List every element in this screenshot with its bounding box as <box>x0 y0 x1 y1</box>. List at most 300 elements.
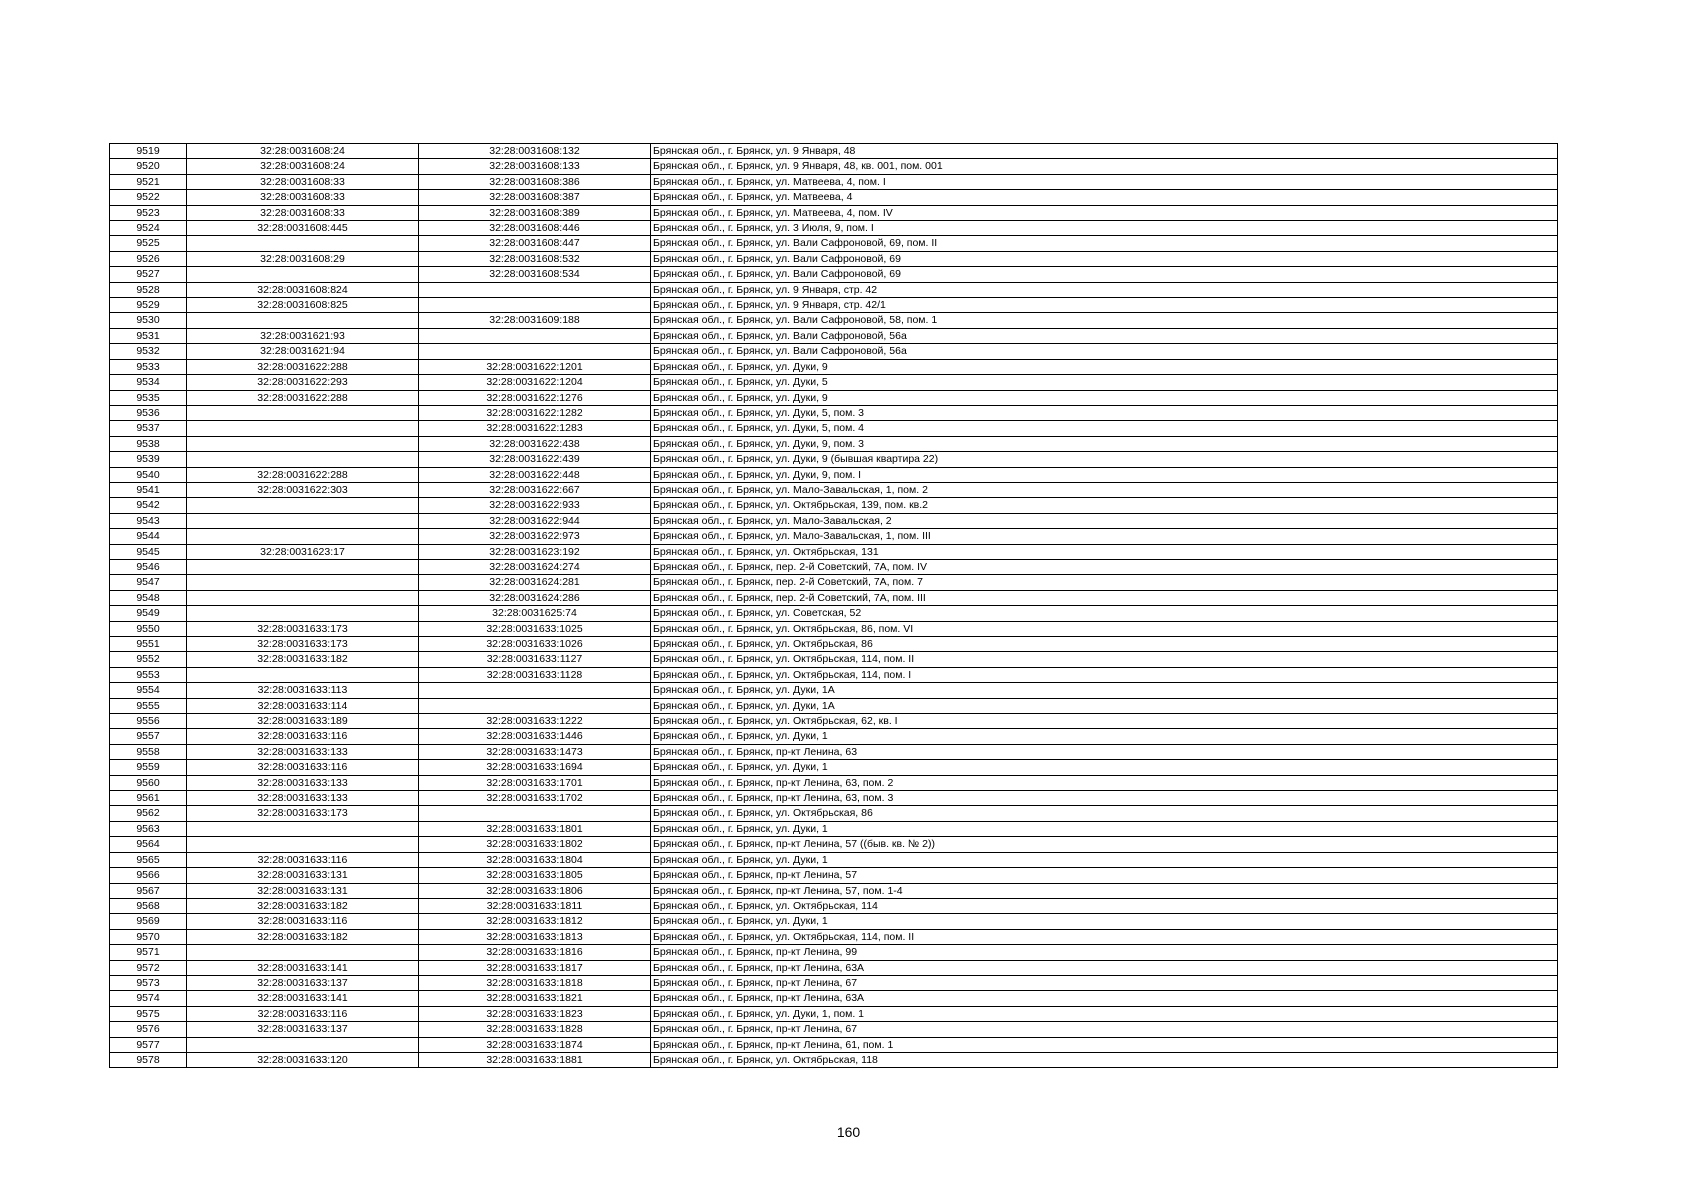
address-cell: Брянская обл., г. Брянск, ул. Дуки, 1 <box>651 914 1558 929</box>
row-number-cell: 9522 <box>110 190 187 205</box>
parent-cadastral-cell: 32:28:0031633:137 <box>187 1022 419 1037</box>
row-number-cell: 9560 <box>110 775 187 790</box>
parent-cadastral-cell: 32:28:0031633:131 <box>187 868 419 883</box>
row-number-cell: 9576 <box>110 1022 187 1037</box>
table-row <box>110 714 1558 729</box>
row-number-cell: 9578 <box>110 1052 187 1067</box>
row-number-cell: 9546 <box>110 559 187 574</box>
address-cell: Брянская обл., г. Брянск, пр-кт Ленина, 61, пом. 1 <box>651 1037 1558 1052</box>
table-row <box>110 1006 1558 1021</box>
table-row <box>110 313 1558 328</box>
address-cell: Брянская обл., г. Брянск, пр-кт Ленина, 67 <box>651 975 1558 990</box>
cadastral-number-cell: 32:28:0031633:1821 <box>419 991 651 1006</box>
parent-cadastral-cell: 32:28:0031633:182 <box>187 929 419 944</box>
parent-cadastral-cell: 32:28:0031633:182 <box>187 652 419 667</box>
table-row <box>110 513 1558 528</box>
table-row <box>110 236 1558 251</box>
parent-cadastral-cell: 32:28:0031633:189 <box>187 714 419 729</box>
cadastral-number-cell <box>419 683 651 698</box>
parent-cadastral-cell: 32:28:0031621:93 <box>187 328 419 343</box>
row-number-cell: 9552 <box>110 652 187 667</box>
address-cell: Брянская обл., г. Брянск, ул. 3 Июля, 9, пом. I <box>651 221 1558 236</box>
row-number-cell: 9545 <box>110 544 187 559</box>
row-number-cell: 9550 <box>110 621 187 636</box>
address-cell: Брянская обл., г. Брянск, ул. Матвеева, 4 <box>651 190 1558 205</box>
address-cell: Брянская обл., г. Брянск, ул. Дуки, 1 <box>651 760 1558 775</box>
row-number-cell: 9559 <box>110 760 187 775</box>
address-cell: Брянская обл., г. Брянск, ул. Вали Сафроновой, 69, пом. II <box>651 236 1558 251</box>
parent-cadastral-cell: 32:28:0031633:133 <box>187 744 419 759</box>
address-cell: Брянская обл., г. Брянск, пр-кт Ленина, 63А <box>651 991 1558 1006</box>
parent-cadastral-cell <box>187 267 419 282</box>
parent-cadastral-cell <box>187 1037 419 1052</box>
row-number-cell: 9519 <box>110 144 187 159</box>
row-number-cell: 9526 <box>110 251 187 266</box>
address-cell: Брянская обл., г. Брянск, ул. Вали Сафроновой, 58, пом. 1 <box>651 313 1558 328</box>
parent-cadastral-cell: 32:28:0031622:288 <box>187 390 419 405</box>
parent-cadastral-cell: 32:28:0031608:33 <box>187 174 419 189</box>
cadastral-number-cell: 32:28:0031633:1823 <box>419 1006 651 1021</box>
parent-cadastral-cell: 32:28:0031608:445 <box>187 221 419 236</box>
address-cell: Брянская обл., г. Брянск, ул. Октябрьская, 86 <box>651 637 1558 652</box>
parent-cadastral-cell: 32:28:0031608:29 <box>187 251 419 266</box>
row-number-cell: 9525 <box>110 236 187 251</box>
row-number-cell: 9540 <box>110 467 187 482</box>
cadastral-number-cell: 32:28:0031633:1813 <box>419 929 651 944</box>
table-row <box>110 267 1558 282</box>
cadastral-number-cell: 32:28:0031633:1817 <box>419 960 651 975</box>
parent-cadastral-cell <box>187 236 419 251</box>
address-cell: Брянская обл., г. Брянск, ул. 9 Января, 48 <box>651 144 1558 159</box>
parent-cadastral-cell: 32:28:0031633:116 <box>187 760 419 775</box>
table-row <box>110 221 1558 236</box>
row-number-cell: 9551 <box>110 637 187 652</box>
parent-cadastral-cell <box>187 452 419 467</box>
cadastral-table <box>109 143 1558 1068</box>
table-row <box>110 883 1558 898</box>
cadastral-number-cell: 32:28:0031622:438 <box>419 436 651 451</box>
table-row <box>110 1052 1558 1067</box>
address-cell: Брянская обл., г. Брянск, пр-кт Ленина, 63, пом. 3 <box>651 791 1558 806</box>
cadastral-number-cell: 32:28:0031633:1806 <box>419 883 651 898</box>
cadastral-number-cell: 32:28:0031622:1204 <box>419 375 651 390</box>
address-cell: Брянская обл., г. Брянск, ул. Октябрьская, 86 <box>651 806 1558 821</box>
parent-cadastral-cell: 32:28:0031633:116 <box>187 852 419 867</box>
row-number-cell: 9566 <box>110 868 187 883</box>
cadastral-number-cell: 32:28:0031633:1026 <box>419 637 651 652</box>
address-cell: Брянская обл., г. Брянск, ул. Дуки, 1А <box>651 698 1558 713</box>
table-row <box>110 498 1558 513</box>
row-number-cell: 9564 <box>110 837 187 852</box>
table-row <box>110 375 1558 390</box>
address-cell: Брянская обл., г. Брянск, ул. Октябрьская, 86, пом. VI <box>651 621 1558 636</box>
parent-cadastral-cell: 32:28:0031608:824 <box>187 282 419 297</box>
table-row <box>110 359 1558 374</box>
cadastral-number-cell: 32:28:0031608:133 <box>419 159 651 174</box>
parent-cadastral-cell: 32:28:0031633:137 <box>187 975 419 990</box>
table-row <box>110 544 1558 559</box>
cadastral-number-cell <box>419 282 651 297</box>
cadastral-number-cell: 32:28:0031608:386 <box>419 174 651 189</box>
table-row <box>110 529 1558 544</box>
address-cell: Брянская обл., г. Брянск, ул. Дуки, 1 <box>651 852 1558 867</box>
address-cell: Брянская обл., г. Брянск, пр-кт Ленина, 63А <box>651 960 1558 975</box>
address-cell: Брянская обл., г. Брянск, ул. Дуки, 9 <box>651 359 1558 374</box>
cadastral-number-cell: 32:28:0031608:534 <box>419 267 651 282</box>
address-cell: Брянская обл., г. Брянск, ул. Октябрьская, 114 <box>651 898 1558 913</box>
row-number-cell: 9533 <box>110 359 187 374</box>
address-cell: Брянская обл., г. Брянск, ул. Матвеева, 4, пом. IV <box>651 205 1558 220</box>
table-row <box>110 914 1558 929</box>
parent-cadastral-cell: 32:28:0031633:114 <box>187 698 419 713</box>
parent-cadastral-cell: 32:28:0031633:113 <box>187 683 419 698</box>
address-cell: Брянская обл., г. Брянск, ул. Дуки, 5 <box>651 375 1558 390</box>
address-cell: Брянская обл., г. Брянск, пер. 2-й Советский, 7А, пом. 7 <box>651 575 1558 590</box>
row-number-cell: 9569 <box>110 914 187 929</box>
address-cell: Брянская обл., г. Брянск, ул. Дуки, 9 (бывшая квартира 22) <box>651 452 1558 467</box>
address-cell: Брянская обл., г. Брянск, ул. 9 Января, стр. 42 <box>651 282 1558 297</box>
parent-cadastral-cell: 32:28:0031633:120 <box>187 1052 419 1067</box>
address-cell: Брянская обл., г. Брянск, ул. Дуки, 1А <box>651 683 1558 698</box>
table-row <box>110 452 1558 467</box>
table-row <box>110 190 1558 205</box>
address-cell: Брянская обл., г. Брянск, ул. Октябрьская, 114, пом. II <box>651 929 1558 944</box>
table-row <box>110 868 1558 883</box>
table-row <box>110 775 1558 790</box>
table-row <box>110 837 1558 852</box>
parent-cadastral-cell <box>187 436 419 451</box>
parent-cadastral-cell: 32:28:0031633:133 <box>187 791 419 806</box>
address-cell: Брянская обл., г. Брянск, ул. Октябрьская, 131 <box>651 544 1558 559</box>
row-number-cell: 9532 <box>110 344 187 359</box>
row-number-cell: 9534 <box>110 375 187 390</box>
cadastral-number-cell: 32:28:0031633:1802 <box>419 837 651 852</box>
table-row <box>110 482 1558 497</box>
cadastral-number-cell: 32:28:0031623:192 <box>419 544 651 559</box>
row-number-cell: 9524 <box>110 221 187 236</box>
cadastral-number-cell <box>419 328 651 343</box>
address-cell: Брянская обл., г. Брянск, пер. 2-й Советский, 7А, пом. III <box>651 590 1558 605</box>
address-cell: Брянская обл., г. Брянск, ул. Октябрьская, 139, пом. кв.2 <box>651 498 1558 513</box>
table-row <box>110 174 1558 189</box>
table-row <box>110 637 1558 652</box>
row-number-cell: 9558 <box>110 744 187 759</box>
row-number-cell: 9529 <box>110 298 187 313</box>
table-row <box>110 606 1558 621</box>
parent-cadastral-cell <box>187 606 419 621</box>
address-cell: Брянская обл., г. Брянск, ул. Октябрьская, 118 <box>651 1052 1558 1067</box>
table-row <box>110 282 1558 297</box>
parent-cadastral-cell <box>187 529 419 544</box>
table-row <box>110 421 1558 436</box>
row-number-cell: 9571 <box>110 945 187 960</box>
table-row <box>110 1037 1558 1052</box>
address-cell: Брянская обл., г. Брянск, ул. Мало-Завальская, 1, пом. 2 <box>651 482 1558 497</box>
cadastral-number-cell: 32:28:0031622:667 <box>419 482 651 497</box>
table-row <box>110 621 1558 636</box>
row-number-cell: 9531 <box>110 328 187 343</box>
cadastral-number-cell: 32:28:0031633:1818 <box>419 975 651 990</box>
address-cell: Брянская обл., г. Брянск, ул. Октябрьская, 62, кв. I <box>651 714 1558 729</box>
cadastral-number-cell: 32:28:0031633:1473 <box>419 744 651 759</box>
parent-cadastral-cell: 32:28:0031633:116 <box>187 729 419 744</box>
table-row <box>110 467 1558 482</box>
cadastral-number-cell: 32:28:0031633:1127 <box>419 652 651 667</box>
cadastral-number-cell: 32:28:0031622:1276 <box>419 390 651 405</box>
cadastral-number-cell <box>419 344 651 359</box>
cadastral-number-cell: 32:28:0031633:1702 <box>419 791 651 806</box>
address-cell: Брянская обл., г. Брянск, ул. Мало-Завальская, 2 <box>651 513 1558 528</box>
table-row <box>110 698 1558 713</box>
parent-cadastral-cell <box>187 498 419 513</box>
parent-cadastral-cell: 32:28:0031633:173 <box>187 637 419 652</box>
parent-cadastral-cell: 32:28:0031633:141 <box>187 991 419 1006</box>
row-number-cell: 9562 <box>110 806 187 821</box>
cadastral-number-cell: 32:28:0031633:1222 <box>419 714 651 729</box>
cadastral-number-cell: 32:28:0031625:74 <box>419 606 651 621</box>
address-cell: Брянская обл., г. Брянск, пр-кт Ленина, 63, пом. 2 <box>651 775 1558 790</box>
table-row <box>110 405 1558 420</box>
cadastral-number-cell <box>419 806 651 821</box>
cadastral-number-cell: 32:28:0031609:188 <box>419 313 651 328</box>
row-number-cell: 9544 <box>110 529 187 544</box>
table-row <box>110 436 1558 451</box>
cadastral-number-cell: 32:28:0031633:1025 <box>419 621 651 636</box>
table-row <box>110 559 1558 574</box>
address-cell: Брянская обл., г. Брянск, ул. Вали Сафроновой, 56а <box>651 344 1558 359</box>
cadastral-number-cell: 32:28:0031633:1811 <box>419 898 651 913</box>
table-row <box>110 945 1558 960</box>
table-row <box>110 760 1558 775</box>
parent-cadastral-cell: 32:28:0031622:303 <box>187 482 419 497</box>
address-cell: Брянская обл., г. Брянск, ул. Дуки, 1, пом. 1 <box>651 1006 1558 1021</box>
row-number-cell: 9547 <box>110 575 187 590</box>
cadastral-number-cell: 32:28:0031622:1201 <box>419 359 651 374</box>
parent-cadastral-cell: 32:28:0031633:116 <box>187 914 419 929</box>
parent-cadastral-cell: 32:28:0031633:131 <box>187 883 419 898</box>
row-number-cell: 9568 <box>110 898 187 913</box>
parent-cadastral-cell: 32:28:0031633:133 <box>187 775 419 790</box>
table-row <box>110 991 1558 1006</box>
table-row <box>110 144 1558 159</box>
table-row <box>110 590 1558 605</box>
cadastral-number-cell: 32:28:0031633:1812 <box>419 914 651 929</box>
row-number-cell: 9577 <box>110 1037 187 1052</box>
cadastral-number-cell: 32:28:0031624:274 <box>419 559 651 574</box>
parent-cadastral-cell <box>187 575 419 590</box>
row-number-cell: 9537 <box>110 421 187 436</box>
row-number-cell: 9541 <box>110 482 187 497</box>
row-number-cell: 9557 <box>110 729 187 744</box>
address-cell: Брянская обл., г. Брянск, ул. Мало-Завальская, 1, пом. III <box>651 529 1558 544</box>
row-number-cell: 9573 <box>110 975 187 990</box>
row-number-cell: 9521 <box>110 174 187 189</box>
table-row <box>110 729 1558 744</box>
row-number-cell: 9572 <box>110 960 187 975</box>
cadastral-number-cell: 32:28:0031624:281 <box>419 575 651 590</box>
parent-cadastral-cell: 32:28:0031633:116 <box>187 1006 419 1021</box>
cadastral-number-cell: 32:28:0031608:132 <box>419 144 651 159</box>
parent-cadastral-cell: 32:28:0031633:182 <box>187 898 419 913</box>
row-number-cell: 9543 <box>110 513 187 528</box>
row-number-cell: 9554 <box>110 683 187 698</box>
cadastral-number-cell: 32:28:0031622:439 <box>419 452 651 467</box>
row-number-cell: 9555 <box>110 698 187 713</box>
parent-cadastral-cell <box>187 837 419 852</box>
cadastral-number-cell: 32:28:0031608:447 <box>419 236 651 251</box>
cadastral-number-cell: 32:28:0031633:1694 <box>419 760 651 775</box>
row-number-cell: 9542 <box>110 498 187 513</box>
cadastral-number-cell <box>419 298 651 313</box>
table-row <box>110 1022 1558 1037</box>
address-cell: Брянская обл., г. Брянск, пр-кт Ленина, 57 ((быв. кв. № 2)) <box>651 837 1558 852</box>
address-cell: Брянская обл., г. Брянск, ул. Дуки, 9, пом. 3 <box>651 436 1558 451</box>
parent-cadastral-cell: 32:28:0031608:33 <box>187 205 419 220</box>
row-number-cell: 9553 <box>110 667 187 682</box>
address-cell: Брянская обл., г. Брянск, ул. Дуки, 1 <box>651 729 1558 744</box>
parent-cadastral-cell: 32:28:0031608:24 <box>187 159 419 174</box>
row-number-cell: 9570 <box>110 929 187 944</box>
table-row <box>110 251 1558 266</box>
parent-cadastral-cell: 32:28:0031608:825 <box>187 298 419 313</box>
cadastral-number-cell: 32:28:0031622:1282 <box>419 405 651 420</box>
row-number-cell: 9535 <box>110 390 187 405</box>
cadastral-number-cell: 32:28:0031633:1128 <box>419 667 651 682</box>
parent-cadastral-cell: 32:28:0031633:173 <box>187 806 419 821</box>
address-cell: Брянская обл., г. Брянск, ул. Вали Сафроновой, 69 <box>651 267 1558 282</box>
cadastral-number-cell: 32:28:0031622:973 <box>419 529 651 544</box>
parent-cadastral-cell <box>187 559 419 574</box>
address-cell: Брянская обл., г. Брянск, ул. Дуки, 5, пом. 3 <box>651 405 1558 420</box>
address-cell: Брянская обл., г. Брянск, ул. Октябрьская, 114, пом. I <box>651 667 1558 682</box>
parent-cadastral-cell <box>187 667 419 682</box>
row-number-cell: 9527 <box>110 267 187 282</box>
parent-cadastral-cell <box>187 405 419 420</box>
parent-cadastral-cell <box>187 945 419 960</box>
table-row <box>110 652 1558 667</box>
table-row <box>110 929 1558 944</box>
address-cell: Брянская обл., г. Брянск, пр-кт Ленина, 67 <box>651 1022 1558 1037</box>
cadastral-number-cell: 32:28:0031633:1816 <box>419 945 651 960</box>
table-row <box>110 806 1558 821</box>
row-number-cell: 9565 <box>110 852 187 867</box>
cadastral-number-cell: 32:28:0031608:446 <box>419 221 651 236</box>
address-cell: Брянская обл., г. Брянск, ул. Вали Сафроновой, 56а <box>651 328 1558 343</box>
parent-cadastral-cell <box>187 590 419 605</box>
cadastral-number-cell: 32:28:0031622:448 <box>419 467 651 482</box>
address-cell: Брянская обл., г. Брянск, пр-кт Ленина, 57 <box>651 868 1558 883</box>
address-cell: Брянская обл., г. Брянск, ул. Дуки, 9 <box>651 390 1558 405</box>
cadastral-number-cell: 32:28:0031633:1446 <box>419 729 651 744</box>
table-row <box>110 328 1558 343</box>
parent-cadastral-cell: 32:28:0031608:24 <box>187 144 419 159</box>
table-row <box>110 205 1558 220</box>
table-row <box>110 159 1558 174</box>
table-row <box>110 791 1558 806</box>
address-cell: Брянская обл., г. Брянск, ул. Вали Сафроновой, 69 <box>651 251 1558 266</box>
row-number-cell: 9536 <box>110 405 187 420</box>
table-row <box>110 744 1558 759</box>
cadastral-number-cell: 32:28:0031622:944 <box>419 513 651 528</box>
cadastral-number-cell <box>419 698 651 713</box>
address-cell: Брянская обл., г. Брянск, ул. 9 Января, стр. 42/1 <box>651 298 1558 313</box>
row-number-cell: 9523 <box>110 205 187 220</box>
row-number-cell: 9528 <box>110 282 187 297</box>
parent-cadastral-cell: 32:28:0031622:288 <box>187 467 419 482</box>
address-cell: Брянская обл., г. Брянск, ул. Дуки, 1 <box>651 821 1558 836</box>
row-number-cell: 9548 <box>110 590 187 605</box>
row-number-cell: 9561 <box>110 791 187 806</box>
row-number-cell: 9538 <box>110 436 187 451</box>
parent-cadastral-cell: 32:28:0031633:173 <box>187 621 419 636</box>
parent-cadastral-cell: 32:28:0031621:94 <box>187 344 419 359</box>
table-row <box>110 344 1558 359</box>
cadastral-number-cell: 32:28:0031633:1801 <box>419 821 651 836</box>
table-row <box>110 575 1558 590</box>
cadastral-number-cell: 32:28:0031633:1805 <box>419 868 651 883</box>
table-row <box>110 898 1558 913</box>
address-cell: Брянская обл., г. Брянск, ул. Советская, 52 <box>651 606 1558 621</box>
table-row <box>110 683 1558 698</box>
table-row <box>110 667 1558 682</box>
cadastral-number-cell: 32:28:0031633:1881 <box>419 1052 651 1067</box>
parent-cadastral-cell: 32:28:0031622:288 <box>187 359 419 374</box>
row-number-cell: 9549 <box>110 606 187 621</box>
cadastral-number-cell: 32:28:0031608:387 <box>419 190 651 205</box>
parent-cadastral-cell <box>187 421 419 436</box>
address-cell: Брянская обл., г. Брянск, пр-кт Ленина, 63 <box>651 744 1558 759</box>
page-number: 160 <box>836 1124 861 1140</box>
parent-cadastral-cell: 32:28:0031608:33 <box>187 190 419 205</box>
table-row <box>110 852 1558 867</box>
parent-cadastral-cell <box>187 821 419 836</box>
address-cell: Брянская обл., г. Брянск, ул. Дуки, 9, пом. I <box>651 467 1558 482</box>
address-cell: Брянская обл., г. Брянск, пр-кт Ленина, 57, пом. 1-4 <box>651 883 1558 898</box>
table-row <box>110 298 1558 313</box>
address-cell: Брянская обл., г. Брянск, ул. Матвеева, 4, пом. I <box>651 174 1558 189</box>
cadastral-number-cell: 32:28:0031622:1283 <box>419 421 651 436</box>
parent-cadastral-cell <box>187 313 419 328</box>
row-number-cell: 9539 <box>110 452 187 467</box>
row-number-cell: 9567 <box>110 883 187 898</box>
address-cell: Брянская обл., г. Брянск, пер. 2-й Советский, 7А, пом. IV <box>651 559 1558 574</box>
row-number-cell: 9563 <box>110 821 187 836</box>
table-row <box>110 821 1558 836</box>
row-number-cell: 9575 <box>110 1006 187 1021</box>
cadastral-number-cell: 32:28:0031608:532 <box>419 251 651 266</box>
address-cell: Брянская обл., г. Брянск, ул. Октябрьская, 114, пом. II <box>651 652 1558 667</box>
parent-cadastral-cell: 32:28:0031623:17 <box>187 544 419 559</box>
row-number-cell: 9520 <box>110 159 187 174</box>
table-row <box>110 960 1558 975</box>
row-number-cell: 9530 <box>110 313 187 328</box>
cadastral-number-cell: 32:28:0031633:1874 <box>419 1037 651 1052</box>
row-number-cell: 9574 <box>110 991 187 1006</box>
cadastral-number-cell: 32:28:0031633:1701 <box>419 775 651 790</box>
cadastral-number-cell: 32:28:0031633:1828 <box>419 1022 651 1037</box>
parent-cadastral-cell: 32:28:0031633:141 <box>187 960 419 975</box>
address-cell: Брянская обл., г. Брянск, ул. 9 Января, 48, кв. 001, пом. 001 <box>651 159 1558 174</box>
cadastral-number-cell: 32:28:0031608:389 <box>419 205 651 220</box>
address-cell: Брянская обл., г. Брянск, пр-кт Ленина, 99 <box>651 945 1558 960</box>
parent-cadastral-cell <box>187 513 419 528</box>
cadastral-number-cell: 32:28:0031633:1804 <box>419 852 651 867</box>
table-row <box>110 390 1558 405</box>
address-cell: Брянская обл., г. Брянск, ул. Дуки, 5, пом. 4 <box>651 421 1558 436</box>
table-body <box>110 144 1558 1068</box>
table-row <box>110 975 1558 990</box>
row-number-cell: 9556 <box>110 714 187 729</box>
